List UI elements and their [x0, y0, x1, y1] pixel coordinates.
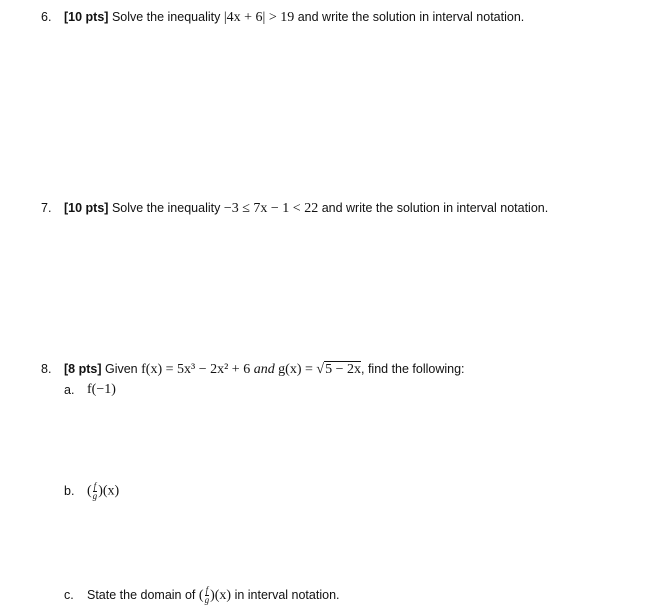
- question-number: 6.: [41, 10, 52, 24]
- points-label: [10 pts]: [64, 10, 109, 24]
- question-suffix: and write the solution in interval notation.: [297, 10, 525, 24]
- fraction-f-over-g: [205, 586, 210, 605]
- question-suffix: , find the following:: [361, 362, 465, 376]
- fraction-denominator: g: [204, 595, 210, 606]
- question-text: [64, 8, 524, 27]
- question-prefix: Solve the inequality: [111, 10, 221, 24]
- part-label: c.: [64, 588, 74, 602]
- function-f-math: f(x) = 5x³ − 2x² + 6: [141, 362, 251, 377]
- question-suffix: and write the solution in interval notation.: [321, 201, 549, 215]
- inequality-math: −3 ≤ 7x − 1 < 22: [223, 201, 319, 216]
- function-g-math: g(x) = √5 − 2x: [278, 362, 361, 377]
- question-number: 8.: [41, 362, 52, 376]
- question-prefix: Given: [104, 362, 138, 376]
- math-after: )(x): [210, 588, 232, 603]
- function-g-lhs: g(x) =: [278, 362, 317, 377]
- part-c-prefix: State the domain of: [87, 588, 196, 602]
- fraction-denominator: g: [92, 491, 98, 501]
- part-c-text: [87, 586, 340, 605]
- question-number: 7.: [41, 201, 52, 215]
- inequality-math: |4x + 6| > 19: [223, 10, 295, 25]
- fraction-numerator: f: [93, 481, 97, 491]
- fraction-numerator: f: [205, 585, 209, 596]
- part-c-math: [198, 585, 232, 606]
- close-paren: ): [98, 483, 103, 499]
- part-c-suffix: in interval notation.: [234, 588, 340, 602]
- part-a-math: f(−1): [87, 382, 116, 397]
- and-word: and: [253, 362, 275, 377]
- question-text: [64, 360, 465, 379]
- fraction-f-over-g: [93, 482, 98, 501]
- question-prefix: Solve the inequality: [111, 201, 221, 215]
- part-label: a.: [64, 383, 75, 397]
- part-label: b.: [64, 484, 75, 498]
- part-b-math: [87, 482, 119, 501]
- open-paren: (: [198, 588, 204, 603]
- math-after: (x): [102, 483, 120, 499]
- points-label: [8 pts]: [64, 362, 102, 376]
- question-text: [64, 199, 548, 218]
- sqrt-radicand: 5 − 2x: [325, 362, 361, 377]
- points-label: [10 pts]: [64, 201, 109, 215]
- open-paren: (: [87, 483, 92, 499]
